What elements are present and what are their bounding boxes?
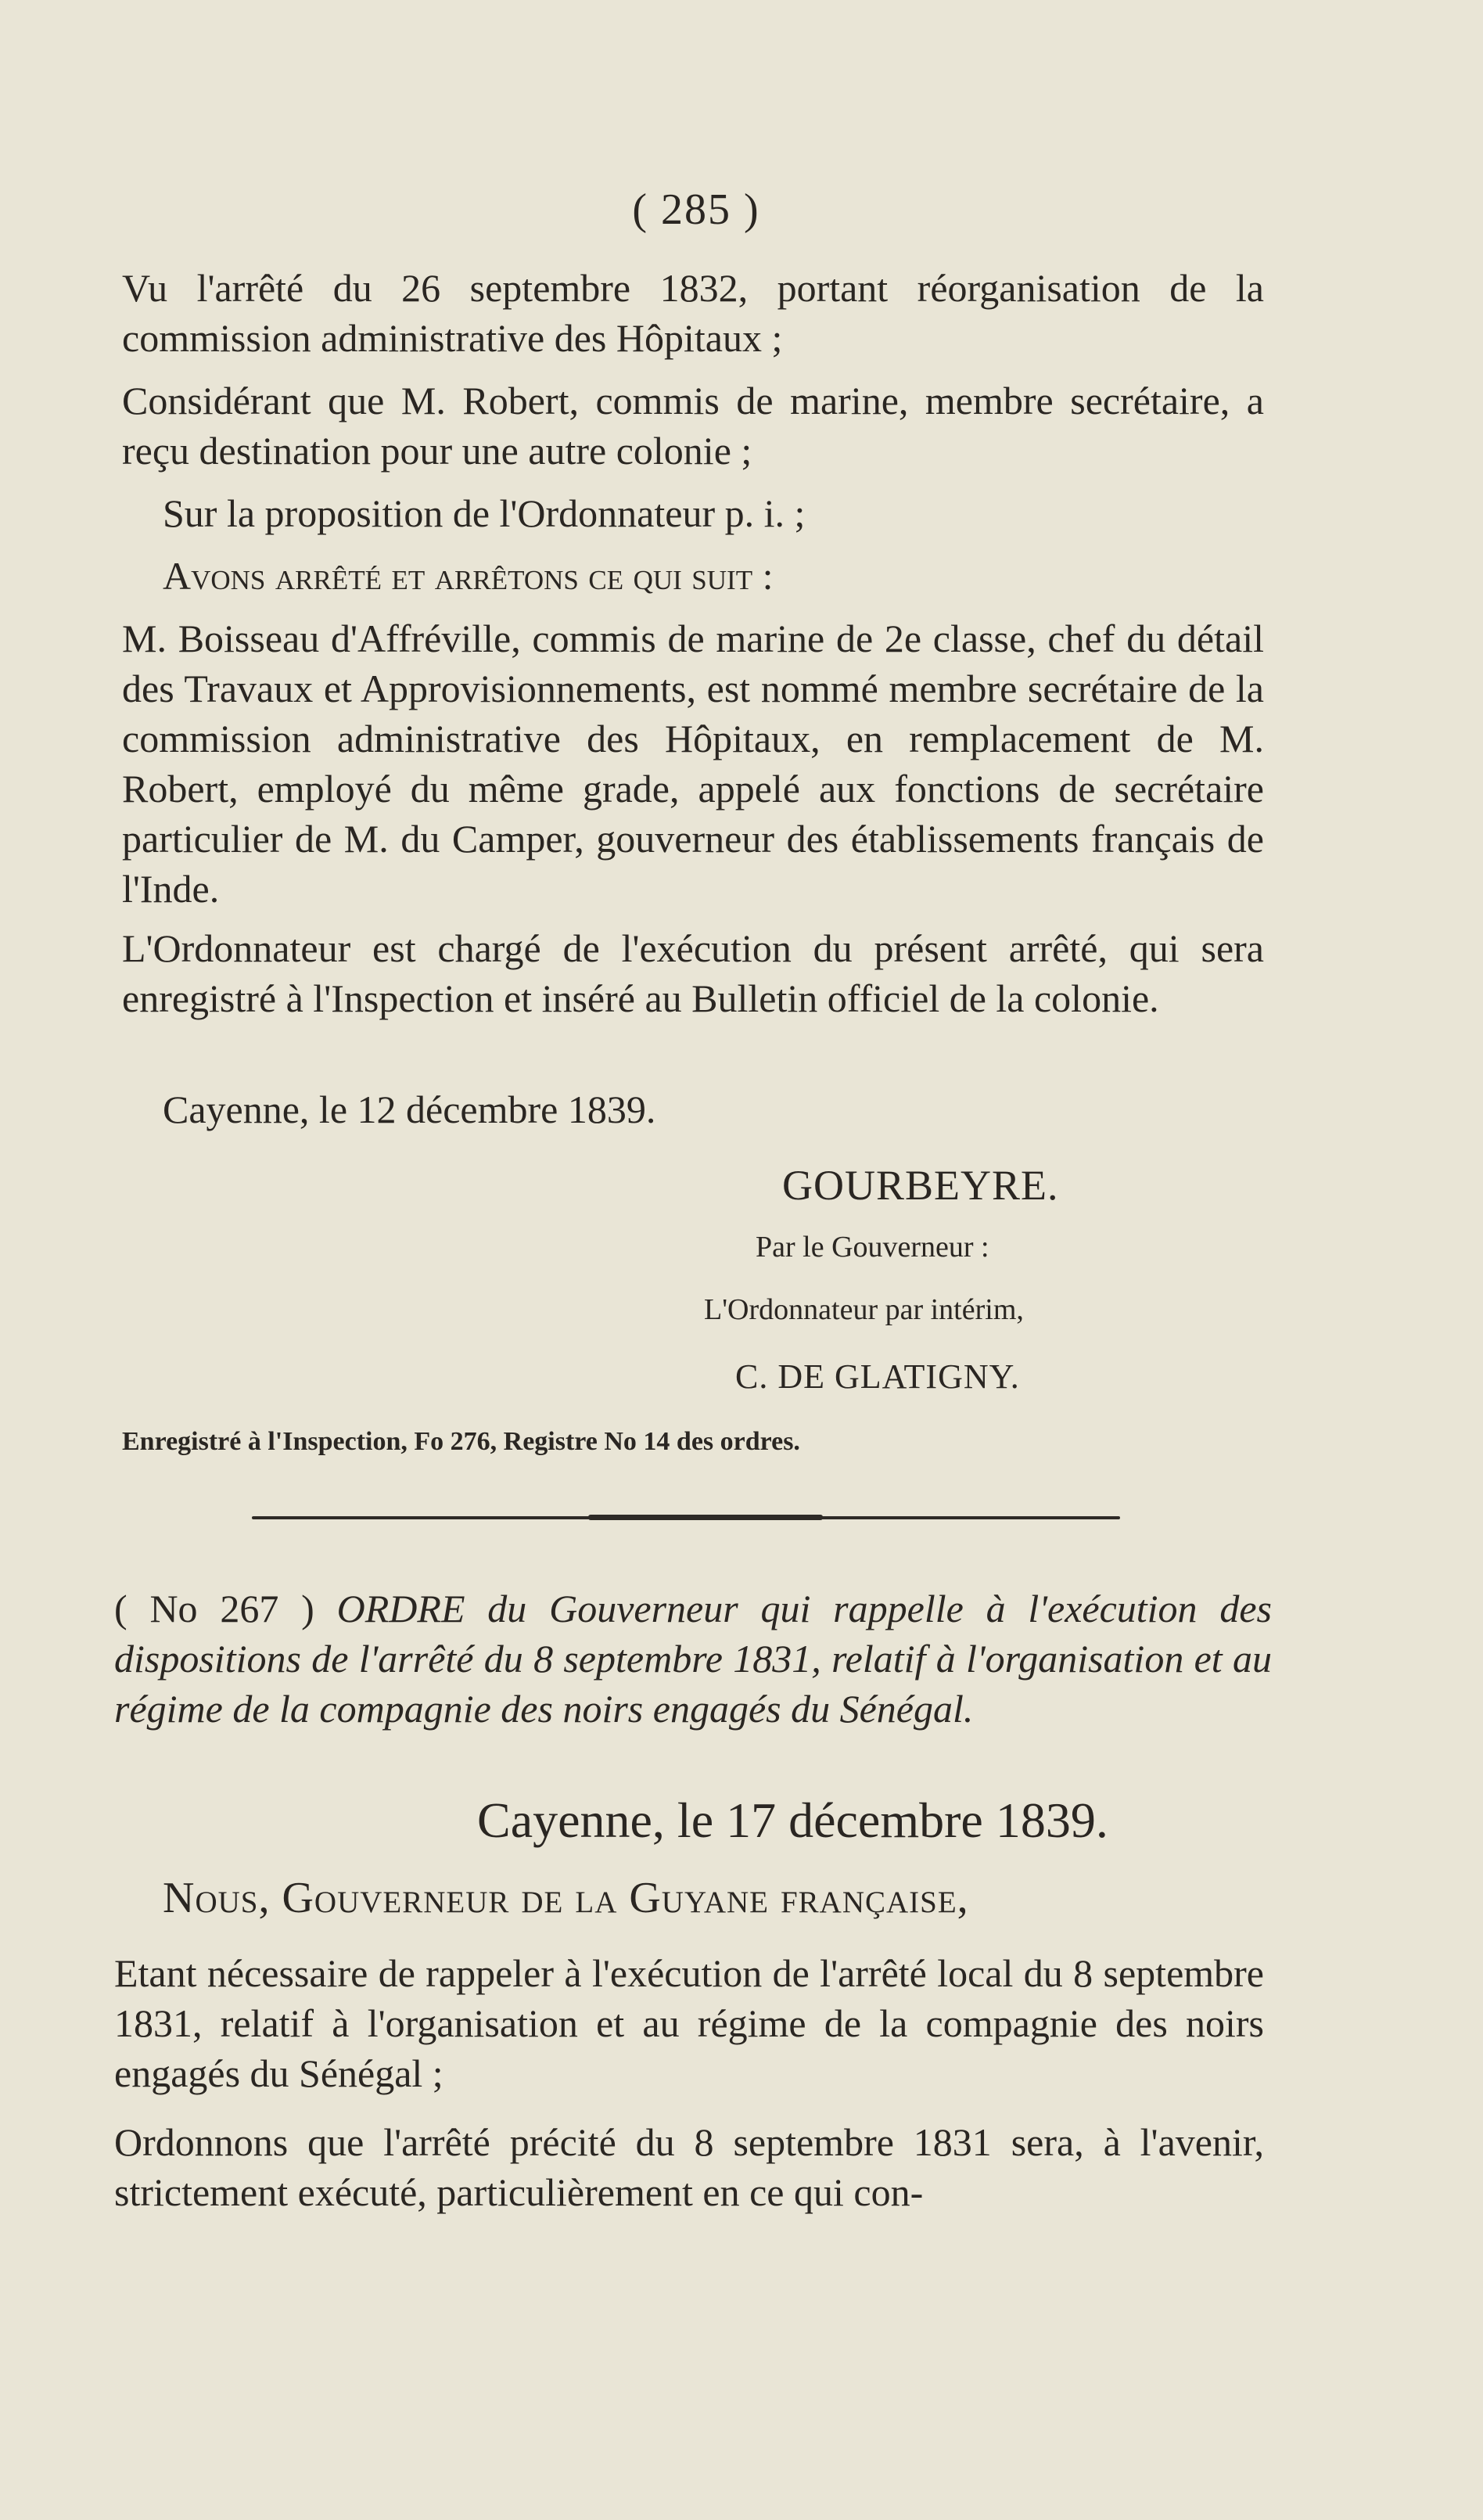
signature-name: GOURBEYRE. bbox=[782, 1162, 1059, 1209]
paragraph-vu: Vu l'arrêté du 26 septembre 1832, portant réorganisation de la commission administrative des Hôpitaux ; bbox=[122, 266, 1264, 360]
signature-countersign: C. DE GLATIGNY. bbox=[735, 1357, 1020, 1396]
order-paragraph-ordonnons: Ordonnons que l'arrêté précité du 8 septembre 1831 sera, à l'avenir, strictement exécuté, particulièrement en ce qui con- bbox=[114, 2120, 1264, 2214]
order-title: ORDRE du Gouverneur qui rappelle à l'exécution des dispositions de l'arrêté du 8 septembre 1831, relatif à l'organisation et au régime de la compagnie des noirs engagés du Sénégal. bbox=[114, 1587, 1273, 1731]
paragraph-date: Cayenne, le 12 décembre 1839. bbox=[163, 1087, 656, 1131]
signature-role: L'Ordonnateur par intérim, bbox=[704, 1293, 1024, 1326]
order-dateline: Cayenne, le 17 décembre 1839. bbox=[477, 1792, 1108, 1848]
paragraph-execution: L'Ordonnateur est chargé de l'exécution du présent arrêté, qui sera enregistré à l'Inspection et inséré au Bulletin officiel de la colonie. bbox=[122, 926, 1264, 1020]
paragraph-nomination: M. Boisseau d'Affréville, commis de marine de 2e classe, chef du détail des Travaux et Approvisionnements, est nommé membre secrétaire de la commission administrative des Hôpitaux, en remplacement de M. Robert, employé du même grade, appelé aux fonctions de secrétaire particulier de M. du Camper, gouverneur des établissements français de l'Inde. bbox=[122, 617, 1264, 911]
order-heading bbox=[114, 1584, 1272, 1734]
order-preamble: Nous, Gouverneur de la Guyane française, bbox=[163, 1874, 969, 1922]
section-divider bbox=[252, 1516, 1120, 1519]
order-number: ( No 267 ) bbox=[114, 1587, 314, 1630]
paragraph-considerant: Considérant que M. Robert, commis de marine, membre secrétaire, a reçu destination pour une autre colonie ; bbox=[122, 379, 1264, 473]
paragraph-avons-arrete: Avons arrêté et arrêtons ce qui suit : bbox=[163, 554, 774, 598]
signature-by: Par le Gouverneur : bbox=[756, 1231, 989, 1264]
paragraph-proposition: Sur la proposition de l'Ordonnateur p. i. ; bbox=[163, 491, 806, 535]
registration-note: Enregistré à l'Inspection, Fo 276, Registre No 14 des ordres. bbox=[122, 1427, 800, 1456]
order-paragraph-etant: Etant nécessaire de rappeler à l'exécution de l'arrêté local du 8 septembre 1831, relatif à l'organisation et au régime de la compagnie des noirs engagés du Sénégal ; bbox=[114, 1951, 1264, 2095]
page-number: ( 285 ) bbox=[632, 185, 760, 234]
